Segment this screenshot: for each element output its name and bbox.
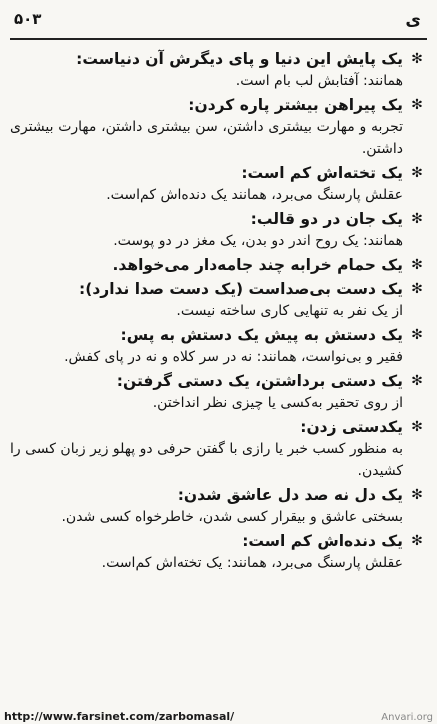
asterisk-icon: ✻ [411,419,423,435]
entry-headword: یک جان در دو قالب: [250,210,403,228]
entry-headword: یک حمام خرابه چند جامه‌دار می‌خواهد. [112,256,403,274]
entry-headword: یک پیراهن بیشتر پاره کردن: [188,96,403,114]
asterisk-icon: ✻ [411,373,423,389]
asterisk-icon: ✻ [411,97,423,113]
entry [10,416,425,482]
entry [10,278,425,322]
asterisk-icon: ✻ [411,211,423,227]
header-divider [10,38,427,40]
entry-headword: یک دل نه صد دل عاشق شدن: [177,486,403,504]
asterisk-icon: ✻ [411,165,423,181]
entry-headword: یک تخته‌اش کم است: [241,164,403,182]
entry-definition: به منظور کسب خبر یا رازی با گفتن حرفی دو پهلو زیر زبان کسی را کشیدن. [10,441,403,479]
entry [10,484,425,528]
asterisk-icon: ✻ [411,533,423,549]
entry-definition: عقلش پارسنگ می‌برد، همانند یک دنده‌اش کم‌است. [106,187,403,203]
entry-headword: یک دست بی‌صداست (یک دست صدا ندارد): [79,280,403,298]
entry-definition: بسختی عاشق و بیقرار کسی شدن، خاطرخواه کسی شدن. [61,509,403,525]
asterisk-icon: ✻ [411,327,423,343]
page-number: ۵۰۳ [14,10,42,28]
entry [10,254,425,276]
entry [10,370,425,414]
entry-headword: یک پایش این دنیا و پای دیگرش آن دنیاست: [76,50,403,68]
entry [10,324,425,368]
entry-definition: فقیر و بی‌نواست، همانند: نه در سر کلاه و نه در پای کفش. [64,349,403,365]
entry-definition: همانند: آفتابش لب بام است. [235,73,403,89]
entry-headword: یکدستی زدن: [300,418,403,436]
entry [10,94,425,160]
entry-list [10,48,425,576]
asterisk-icon: ✻ [411,281,423,297]
entry-definition: تجربه و مهارت بیشتری داشتن، سن بیشتری داشتن، مهارت بیشتری داشتن. [10,119,403,157]
asterisk-icon: ✻ [411,257,423,273]
entry-headword: یک دستی برداشتن، یک دستی گرفتن: [116,372,403,390]
entry [10,208,425,252]
asterisk-icon: ✻ [411,487,423,503]
entry [10,162,425,206]
asterisk-icon: ✻ [411,51,423,67]
entry-headword: یک دنده‌اش کم است: [242,532,403,550]
watermark-site: Anvari.org [381,712,433,723]
entry-definition: عقلش پارسنگ می‌برد، همانند: یک تخته‌اش کم‌است. [101,555,403,571]
section-letter: ی [405,10,421,30]
entry-definition: همانند: یک روح اندر دو بدن، یک مغز در دو پوست. [113,233,403,249]
entry-definition: از روی تحقیر به‌کسی یا چیزی نظر انداختن. [152,395,403,411]
entry-definition: از یک نفر به تنهایی کاری ساخته نیست. [176,303,403,319]
page-header [10,6,427,36]
entry [10,530,425,574]
entry [10,48,425,92]
page-footer [0,708,437,724]
source-url-link[interactable]: http://www.farsinet.com/zarbomasal/ [4,710,235,723]
entry-headword: یک دستش به پیش یک دستش به پس: [120,326,403,344]
